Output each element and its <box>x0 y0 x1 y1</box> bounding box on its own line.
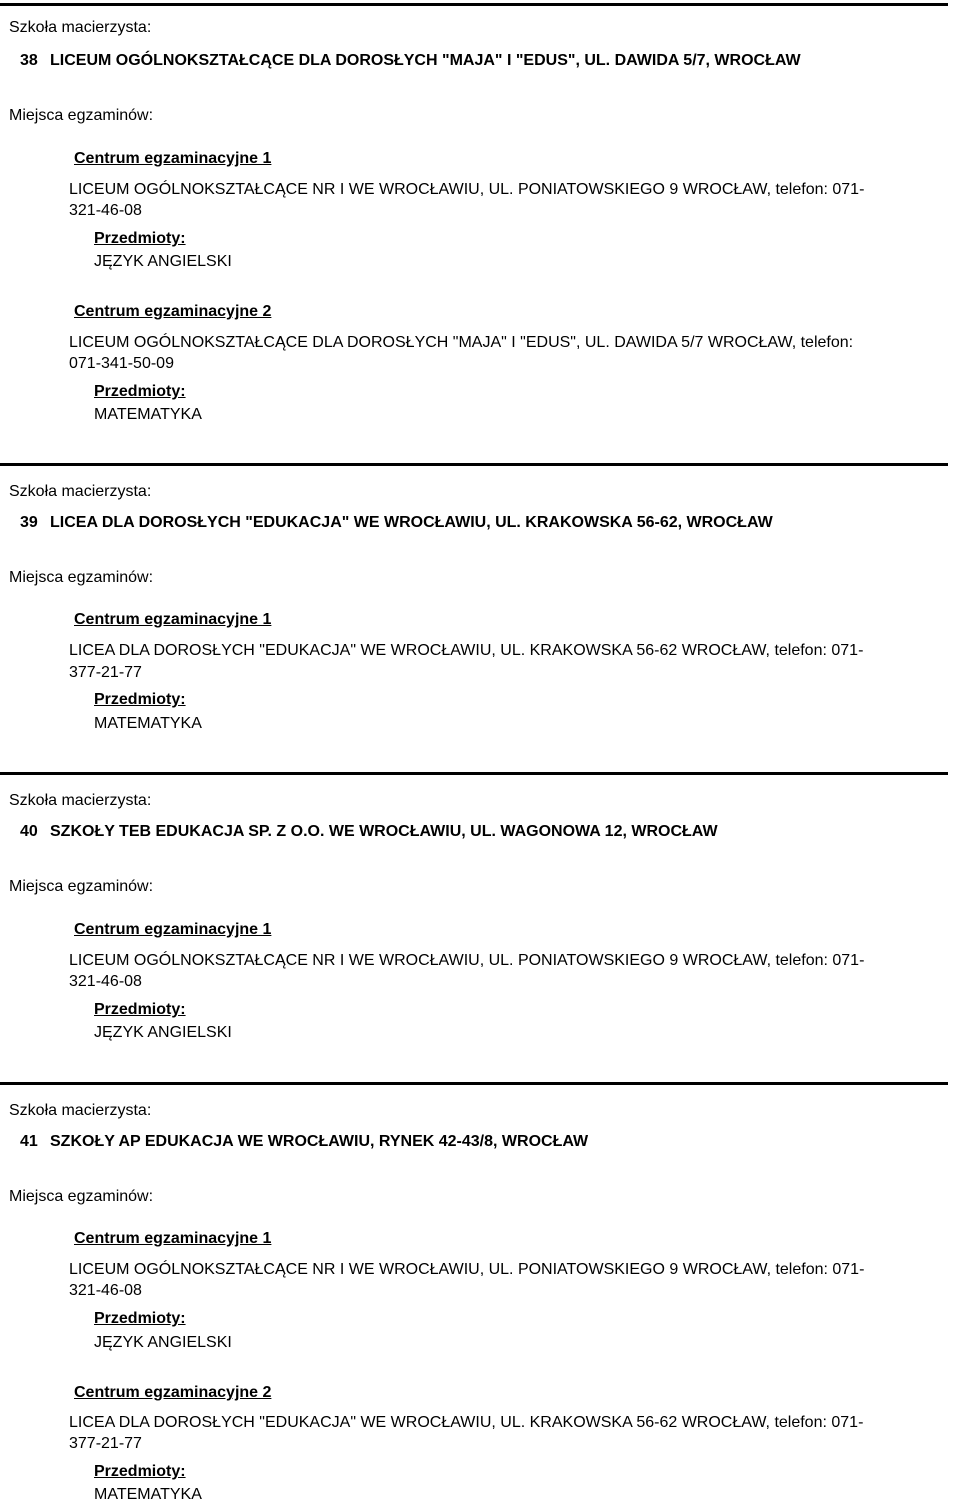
school-label: Szkoła macierzysta: <box>9 1102 152 1119</box>
subject-item: MATEMATYKA <box>94 1486 202 1503</box>
exam-center-title: Centrum egzaminacyjne 1 <box>74 921 272 938</box>
school-label: Szkoła macierzysta: <box>9 19 152 36</box>
subject-item: JĘZYK ANGIELSKI <box>94 1334 232 1351</box>
school-name: SZKOŁY AP EDUKACJA WE WROCŁAWIU, RYNEK 42-43/8, WROCŁAW <box>50 1133 589 1150</box>
exam-places-label: Miejsca egzaminów: <box>9 107 154 124</box>
exam-center-address: LICEUM OGÓLNOKSZTAŁCĄCE NR I WE WROCŁAWIU, UL. PONIATOWSKIEGO 9 WROCŁAW, telefon: 071- <box>69 952 865 969</box>
exam-center-title: Centrum egzaminacyjne 1 <box>74 1230 272 1247</box>
subjects-label: Przedmioty: <box>94 691 186 708</box>
exam-center-phone: 321-46-08 <box>69 1282 142 1299</box>
exam-center-phone: 377-21-77 <box>69 664 142 681</box>
exam-center-title: Centrum egzaminacyjne 2 <box>74 1384 272 1401</box>
exam-center-phone: 377-21-77 <box>69 1435 142 1452</box>
subjects-label: Przedmioty: <box>94 1310 186 1327</box>
school-number: 40 <box>20 823 38 840</box>
subject-item: MATEMATYKA <box>94 715 202 732</box>
section-divider <box>0 772 948 775</box>
exam-center-address: LICEUM OGÓLNOKSZTAŁCĄCE DLA DOROSŁYCH "MAJA" I "EDUS", UL. DAWIDA 5/7 WROCŁAW, telefon: <box>69 334 854 351</box>
exam-center-phone: 321-46-08 <box>69 973 142 990</box>
school-label: Szkoła macierzysta: <box>9 792 152 809</box>
section-divider <box>0 463 948 466</box>
exam-center-phone: 071-341-50-09 <box>69 355 174 372</box>
subject-item: JĘZYK ANGIELSKI <box>94 253 232 270</box>
school-heading <box>20 822 718 842</box>
exam-center-address: LICEA DLA DOROSŁYCH "EDUKACJA" WE WROCŁAWIU, UL. KRAKOWSKA 56-62 WROCŁAW, telefon: 071- <box>69 1414 864 1431</box>
exam-center-title: Centrum egzaminacyjne 1 <box>74 150 272 167</box>
subject-item: JĘZYK ANGIELSKI <box>94 1024 232 1041</box>
subject-item: MATEMATYKA <box>94 406 202 423</box>
school-name: LICEA DLA DOROSŁYCH "EDUKACJA" WE WROCŁAWIU, UL. KRAKOWSKA 56-62, WROCŁAW <box>50 514 773 531</box>
school-heading <box>20 51 801 71</box>
exam-center-title: Centrum egzaminacyjne 2 <box>74 303 272 320</box>
school-name: LICEUM OGÓLNOKSZTAŁCĄCE DLA DOROSŁYCH "MAJA" I "EDUS", UL. DAWIDA 5/7, WROCŁAW <box>50 52 801 69</box>
exam-places-label: Miejsca egzaminów: <box>9 878 154 895</box>
subjects-label: Przedmioty: <box>94 230 186 247</box>
exam-places-label: Miejsca egzaminów: <box>9 569 154 586</box>
school-heading <box>20 513 773 533</box>
exam-center-title: Centrum egzaminacyjne 1 <box>74 611 272 628</box>
exam-center-phone: 321-46-08 <box>69 202 142 219</box>
exam-places-label: Miejsca egzaminów: <box>9 1188 154 1205</box>
school-label: Szkoła macierzysta: <box>9 483 152 500</box>
school-number: 39 <box>20 514 38 531</box>
school-heading <box>20 1132 588 1152</box>
school-number: 41 <box>20 1133 38 1150</box>
subjects-label: Przedmioty: <box>94 383 186 400</box>
exam-center-address: LICEA DLA DOROSŁYCH "EDUKACJA" WE WROCŁAWIU, UL. KRAKOWSKA 56-62 WROCŁAW, telefon: 071- <box>69 642 864 659</box>
subjects-label: Przedmioty: <box>94 1001 186 1018</box>
school-number: 38 <box>20 52 38 69</box>
section-divider <box>0 3 948 6</box>
section-divider <box>0 1082 948 1085</box>
school-name: SZKOŁY TEB EDUKACJA SP. Z O.O. WE WROCŁAWIU, UL. WAGONOWA 12, WROCŁAW <box>50 823 718 840</box>
exam-center-address: LICEUM OGÓLNOKSZTAŁCĄCE NR I WE WROCŁAWIU, UL. PONIATOWSKIEGO 9 WROCŁAW, telefon: 071- <box>69 181 865 198</box>
exam-center-address: LICEUM OGÓLNOKSZTAŁCĄCE NR I WE WROCŁAWIU, UL. PONIATOWSKIEGO 9 WROCŁAW, telefon: 071- <box>69 1261 865 1278</box>
subjects-label: Przedmioty: <box>94 1463 186 1480</box>
